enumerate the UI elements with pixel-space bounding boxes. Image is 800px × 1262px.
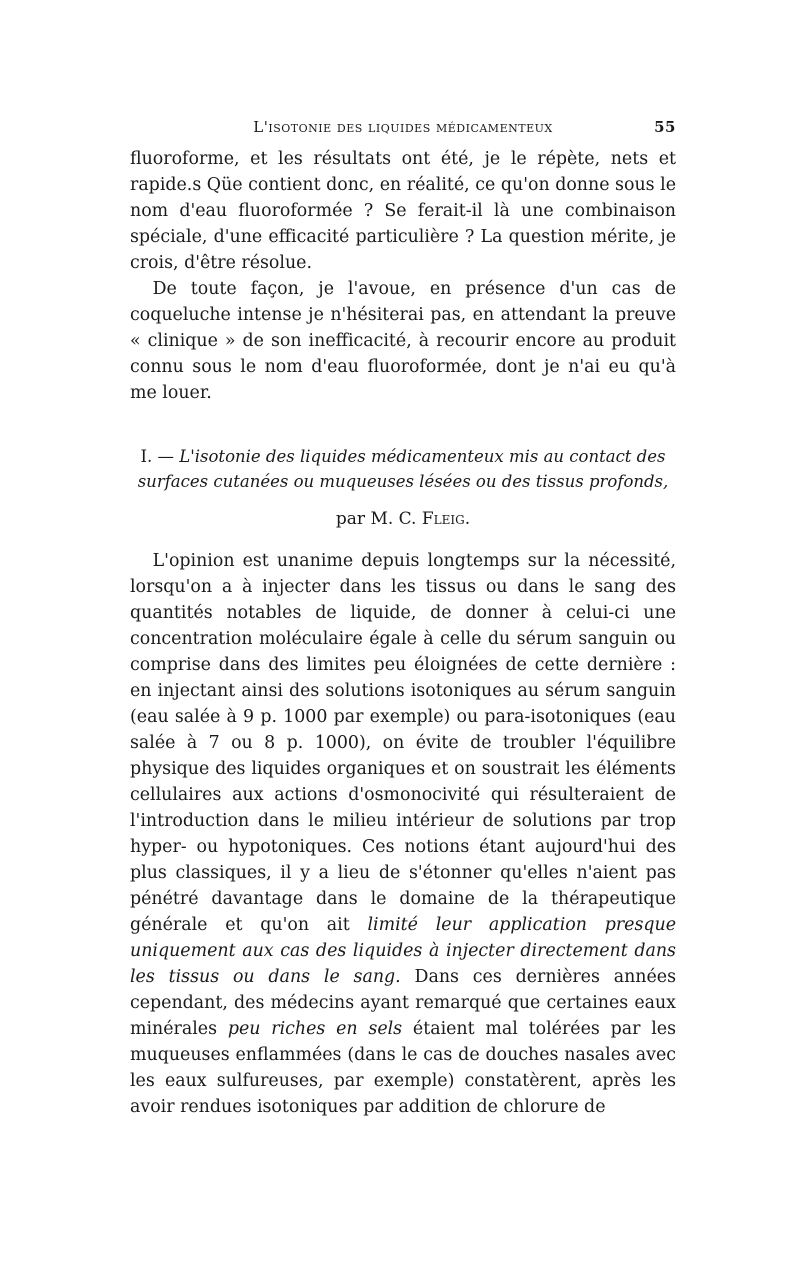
body-text — [130, 146, 676, 1120]
section-number: I. — — [140, 447, 175, 466]
section — [130, 444, 676, 1120]
text-run: étaient mal tolérées par les muqueuses enflammées (dans le cas de douches nasales avec les eaux sulfureuses, par exemple) constatèrent, après les avoir rendues isotoniques par addition de chlorure de — [130, 1019, 676, 1117]
byline — [130, 506, 676, 532]
text-run: L'opinion est unanime depuis longtemps sur la nécessité, lorsqu'on a à injecter dans les tissus ou dans le sang des quantités notables de liquide, de donner à celui-ci une concentration moléculaire égale à celle du sérum sanguin ou comprise dans des limites peu éloignées de cette dernière : en injectant ainsi des solutions isotoniques au sérum sanguin (eau salée à 9 p. 1000 par exemple) ou para-isotoniques (eau salée à 7 ou 8 p. 1000), on évite de troubler l'équilibre physique des liquides organiques et on soustrait les éléments cellulaires aux actions d'osmonocivité qui résulteraient de l'introduction dans le milieu intérieur de solutions par trop hyper- ou hypotoniques. Ces notions étant aujourd'hui des plus classiques, il y a lieu de s'étonner qu'elles n'aient pas pénétré davantage dans le domaine de la thérapeutique générale et qu'on ait — [130, 551, 676, 935]
running-head — [130, 112, 676, 140]
paragraph — [130, 548, 676, 1120]
author-name: M. C. Fleig. — [370, 509, 471, 529]
text-run: Dans ces dernières années cependant, des médecins ayant remarqué que certaines eaux minérales — [130, 967, 677, 1039]
page-number: 55 — [654, 118, 676, 136]
paragraph: fluoroforme, et les résultats ont été, je le répète, nets et rapide.s Qüe contient donc, en réalité, ce qu'on donne sous le nom d'eau fluoroformée ? Se ferait-il là une combinaison spéciale, d'une efficacité particulière ? La question mérite, je crois, d'être résolue. — [130, 149, 676, 273]
emphasis: limité leur application presque uniquement aux cas des liquides à injecter directement dans les tissus ou dans le sang. — [130, 915, 676, 987]
emphasis: peu riches en sels — [227, 1019, 403, 1039]
paragraph: De toute façon, je l'avoue, en présence d'un cas de coqueluche intense je n'hésiterai pas, en attendant la preuve « clinique » de son inefficacité, à recourir encore au produit connu sous le nom d'eau fluoroformée, dont je n'ai eu qu'à me louer. — [130, 279, 676, 403]
section-title: L'isotonie des liquides médicamenteux mis au contact des surfaces cutanées ou muqueuses lésées ou des tissus profonds, — [137, 447, 669, 491]
document-page — [130, 112, 676, 1120]
byline-prefix: par — [335, 509, 366, 529]
running-title: L'isotonie des liquides médicamenteux — [253, 118, 553, 136]
section-heading — [130, 444, 676, 494]
